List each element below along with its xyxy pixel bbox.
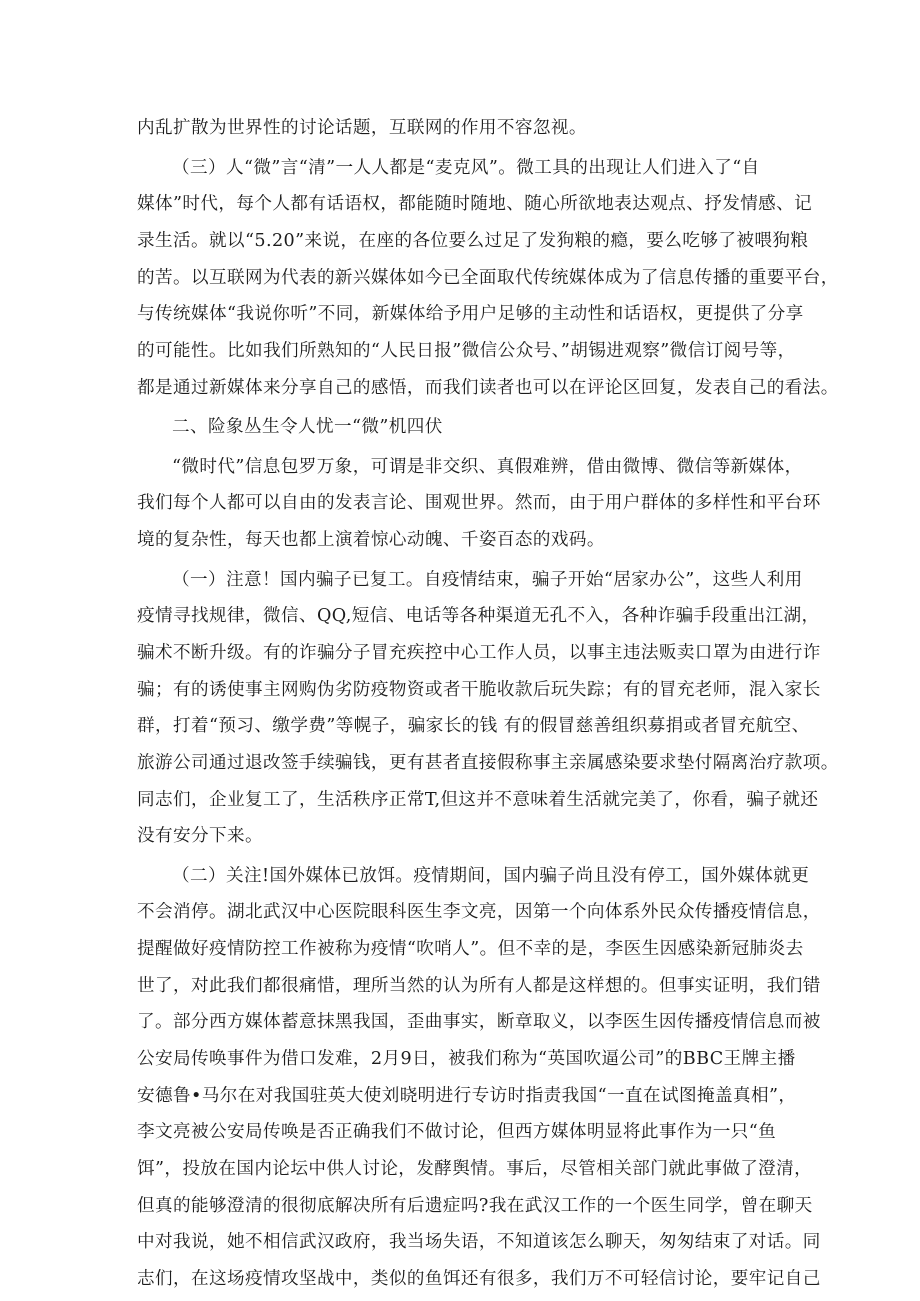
body-line: 但真的能够澄清的很彻底解决所有后遗症吗?我在武汉工作的一个医生同学，曾在聊天	[137, 1195, 813, 1216]
paragraph-first-line: （二）关注!国外媒体已放饵。疫情期间，国内骗子尚且没有停工，国外媒体就更	[172, 865, 810, 886]
body-line: 录生活。就以“5.20”来说，在座的各位要么过足了发狗粮的瘾，要么吃够了被喂狗粮	[137, 230, 809, 251]
body-line: 骗术不断升级。有的诈骗分子冒充疾控中心工作人员，以事主违法贩卖口罩为由进行诈	[137, 642, 821, 663]
body-line: 同志们，企业复工了，生活秩序正常T,但这并不意味着生活就完美了，你看，骗子就还	[137, 789, 819, 810]
body-line: 了。部分西方媒体蓄意抹黑我国，歪曲事实，断章取义，以李医生因传播疫情信息而被	[137, 1012, 821, 1033]
paragraph-first-line: （三）人“微”言“清”一人人都是“麦克风”。微工具的出现让人们进入了“自	[172, 157, 760, 178]
body-line: 提醒做好疫情防控工作被称为疫情“吹哨人”。但不幸的是，李医生因感染新冠肺炎去	[137, 939, 804, 959]
body-line: 公安局传唤事件为借口发难，2月9日，被我们称为“英国吹逼公司”的BBC王牌主播	[137, 1049, 796, 1069]
body-line: 媒体”时代，每个人都有话语权，都能随时随地、随心所欲地表达观点、抒发情感、记	[137, 194, 813, 215]
body-line: 的苦。以互联网为代表的新兴媒体如今已全面取代传统媒体成为了信息传播的重要平台，	[137, 267, 839, 288]
body-line: 都是通过新媒体来分享自己的感悟，而我们读者也可以在评论区回复，发表自己的看法。	[137, 377, 839, 398]
body-line: 骗；有的诱使事主网购伪劣防疫物资或者干脆收款后玩失踪；有的冒充老师，混入家长	[137, 679, 821, 700]
paragraph-first-line: “微时代”信息包罗万象，可谓是非交织、真假难辨，借由微博、微信等新媒体，	[172, 456, 803, 477]
body-line: 志们，在这场疫情攻坚战中，类似的鱼饵还有很多，我们万不可轻信讨论，要牢记自己	[137, 1269, 821, 1289]
body-line: 群，打着“预习、缴学费”等幌子，骗家长的钱 有的假冒慈善组织募捐或者冒充航空、	[137, 716, 810, 737]
body-line: 不会消停。湖北武汉中心医院眼科医生李文亮，因第一个向体系外民众传播疫情信息，	[137, 902, 821, 923]
body-line: 境的复杂性，每天也都上演着惊心动魄、千姿百态的戏码。	[137, 530, 605, 550]
body-line: 与传统媒体“我说你听”不同，新媒体给予用户足够的主动性和话语权，更提供了分享	[137, 304, 804, 325]
body-line: 内乱扩散为世界性的讨论话题，互联网的作用不容忽视。	[137, 118, 587, 138]
body-line: 中对我说，她不相信武汉政府，我当场失语，不知道该怎么聊天，匆匆结束了对话。同	[137, 1232, 821, 1253]
body-line: 的可能性。比如我们所熟知的“人民日报”微信公众号、”胡锡进观察”微信订阅号等，	[137, 340, 796, 361]
body-line: 安德鲁•马尔在对我国驻英大使刘晓明进行专访时指责我国“一直在试图掩盖真相”，	[137, 1085, 797, 1106]
body-line: 旅游公司通过退改签手续骗钱，更有甚者直接假称事主亲属感染要求垫付隔离治疗款项。	[137, 752, 839, 773]
body-line: 我们每个人都可以自由的发表言论、围观世界。然而，由于用户群体的多样性和平台环	[137, 493, 821, 514]
body-line: 李文亮被公安局传唤是否正确我们不做讨论，但西方媒体明显将此事作为一只“鱼	[137, 1122, 777, 1143]
paragraph-first-line: （一）注意！国内骗子已复工。自疫情结束，骗子开始“居家办公”，这些人利用	[172, 569, 803, 590]
section-heading: 二、险象丛生令人忧一“微”机四伏	[172, 417, 443, 438]
body-line: 疫情寻找规律，微信、QQ,短信、电话等各种渠道无孔不入，各种诈骗手段重出江湖，	[137, 606, 820, 627]
body-line: 没有安分下来。	[137, 826, 263, 847]
body-line: 饵”，投放在国内论坛中供人讨论，发酵舆情。事后，尽管相关部门就此事做了澄清，	[137, 1159, 813, 1179]
body-line: 世了，对此我们都很痛惜，理所当然的认为所有人都是这样想的。但事实证明，我们错	[137, 975, 821, 996]
